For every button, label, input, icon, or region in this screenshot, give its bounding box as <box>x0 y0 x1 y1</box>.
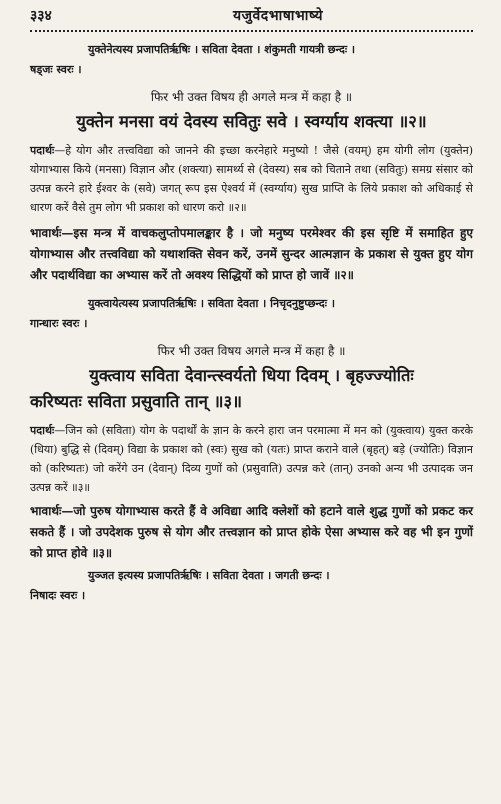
verse-3-mantra-line-2: करिष्यतः सविता प्रसुवाति तान् ॥३॥ <box>30 392 242 411</box>
verse-2-intro: फिर भी उक्त विषय ही अगले मन्त्र में कहा है ॥ <box>150 90 353 104</box>
verse-2-mantra: युक्तेन मनसा वयं देवस्य सवितुः सवे । स्वर्ग्याय शक्त्या ॥२॥ <box>76 112 427 131</box>
page-header <box>30 6 473 28</box>
bhavarth-text: —इस मन्त्र में वाचकलुप्तोपमालङ्कार है । जो मनुष्य परमेश्वर की इस सृष्टि में समाहित हुए योगाभ्यास और तत्त्वविद्या को यथाशक्ति सेवन करें, उनमें सुन्दर आत्मज्ञान के प्रकाश से युक्त हुए योग और पदार्थविद्या का अभ्यास करें तो अवश्य सिद्धियों को प्राप्त हो जावें ॥२॥ <box>30 226 473 282</box>
verse-2-bhavarth <box>30 223 473 286</box>
verse-2-rishi-line: युक्तेनेत्यस्य प्रजापतिर्ऋषिः । सविता देवता । शंकुमती गायत्री छन्दः । <box>88 43 356 56</box>
verse-3-svara-line: गान्धारः स्वरः । <box>30 317 88 330</box>
verse-3-mantra-line-1: युक्त्वाय सविता देवान्त्स्वर्यतो धिया दिवम् । बृहज्ज्योतिः <box>89 366 414 385</box>
padarth-label: पदार्थः <box>30 424 55 437</box>
verse-3-rishi-line: युक्त्वायेत्यस्य प्रजापतिर्ऋषिः । सविता देवता । निचृदनुष्टुप्छन्दः । <box>88 297 335 310</box>
verse-3-padarth <box>30 421 473 497</box>
verse-2-metadata <box>30 40 473 80</box>
verse-4-svara-line: निषादः स्वरः । <box>30 589 86 602</box>
bhavarth-label: भावार्थः <box>30 504 62 518</box>
running-title: यजुर्वेदभाषाभाष्ये <box>233 8 323 24</box>
verse-2-padarth <box>30 141 473 217</box>
page-number: ३३४ <box>30 8 52 24</box>
header-rule <box>30 30 473 32</box>
verse-2-svara-line: षड्जः स्वरः । <box>30 63 82 76</box>
bhavarth-text: —जो पुरुष योगाभ्यास करते हैं वे अविद्या आदि क्लेशों को हटाने वाले शुद्ध गुणों को प्रकट कर सकते हैं । जो उपदेशक पुरुष से योग और तत्त्वज्ञान को प्राप्त होके ऐसा अभ्यास करे वह भी इन गुणों को प्राप्त होवे ॥३॥ <box>30 504 473 560</box>
verse-3-bhavarth <box>30 501 473 564</box>
padarth-label: पदार्थः <box>30 144 55 157</box>
verse-4-metadata <box>30 566 473 606</box>
verse-3-intro: फिर भी उक्त विषय अगले मन्त्र में कहा है ॥ <box>157 344 346 358</box>
verse-3-metadata <box>30 294 473 334</box>
padarth-text: —जिन को (सविता) योग के पदार्थों के ज्ञान के करने हारा जन परमात्मा में मन को (युक्त्वाय) युक्त करके (धिया) बुद्धि से (दिवम्) विद्या के प्रकाश को (स्वः) सुख को (यतः) प्राप्त कराने वाले (बृहत्) बड़े (ज्योतिः) विज्ञान को (करिष्यतः) जो करेंगे उन (देवान्) दिव्य गुणों को (प्रसुवाति) उत्पन्न करे (तान्) उनको अन्य भी उत्पादक जन उत्पन्न करें ॥३॥ <box>30 424 473 494</box>
verse-4-rishi-line: युञ्जत इत्यस्य प्रजापतिर्ऋषिः । सविता देवता । जगती छन्दः । <box>88 569 330 582</box>
padarth-text: —हे योग और तत्त्वविद्या को जानने की इच्छा करनेहारे मनुष्यो ! जैसे (वयम्) हम योगी लोग (युक्तेन) योगाभ्यास किये (मनसा) विज्ञान और (शक्त्या) सामर्थ्य से (देवस्य) सब को चिताने तथा (सवितुः) समग्र संसार को उत्पन्न करने हारे ईश्वर के (सवे) जगत् रूप इस ऐश्वर्य में (स्वर्ग्याय) सुख प्राप्ति के लिये प्रकाश को अधिकाई से धारण करें वैसे तुम लोग भी प्रकाश को धारण करो ॥२॥ <box>30 144 473 214</box>
bhavarth-label: भावार्थः <box>30 226 62 240</box>
